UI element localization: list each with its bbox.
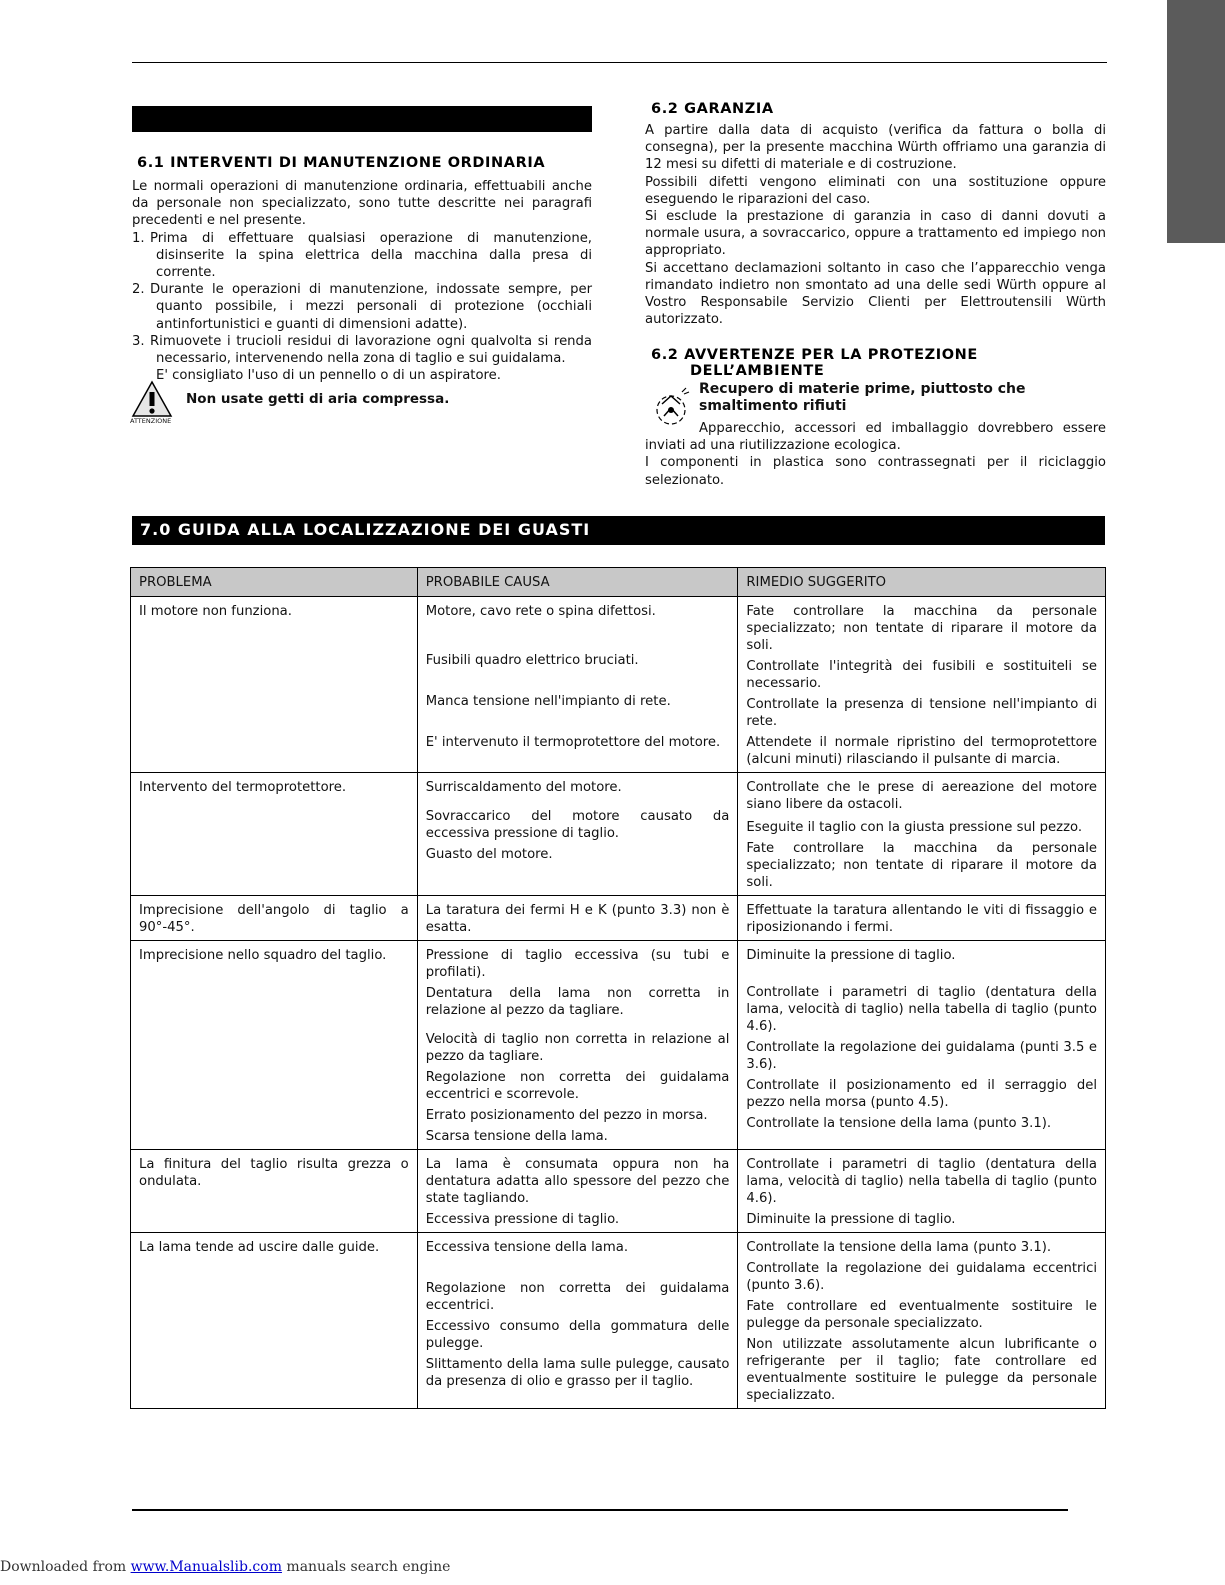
remedy-item: Fate controllare la macchina da personale specializzato; non tentate di riparare il motore da soli. [746, 604, 1097, 653]
cause-item: Errato posizionamento del pezzo in morsa. [425, 1108, 708, 1123]
remedy-cell [738, 1233, 1106, 1409]
section-62b-title-line2: DELL’AMBIENTE [690, 363, 825, 379]
cause-item: Scarsa tensione della lama. [425, 1129, 608, 1144]
problem-text: Il motore non funziona. [139, 604, 292, 619]
column-header-cause: PROBABILE CAUSA [417, 568, 738, 597]
remedy-item: Controllate la tensione della lama (punto 3.1). [746, 1240, 1052, 1255]
side-tab [1167, 0, 1225, 243]
section-62-body [645, 122, 1106, 328]
section-62b-body [645, 420, 1106, 489]
remedy-item: Non utilizzate assolutamente alcun lubrificante o refrigerante per il taglio; fate controllare ed eventualmente sostituire le pulegge da personale specializzato. [746, 1337, 1097, 1403]
problem-cell [131, 1150, 418, 1233]
remedy-cell [738, 1150, 1106, 1233]
cause-cell [417, 941, 738, 1150]
remedy-cell [738, 896, 1106, 941]
cause-item: Velocità di taglio non corretta in relazione al pezzo da tagliare. [425, 1032, 730, 1064]
problem-cell [131, 773, 418, 896]
cause-item: Manca tensione nell'impianto di rete. [425, 694, 671, 709]
warranty-paragraph: Si accettano declamazioni soltanto in caso che l’apparecchio venga rimandato indietro non smontato ad una delle sedi Würth oppure al Vostro Responsabile Servizio Clienti per Elettroutensili Würth autorizzato. [645, 260, 1106, 328]
remedy-item: Fate controllare la macchina da personale specializzato; non tentate di riparare il motore da soli. [746, 841, 1097, 890]
remedy-item: Controllate i parametri di taglio (dentatura della lama, velocità di taglio) nella tabella di taglio (punto 4.6). [746, 1157, 1097, 1206]
remedy-item: Controllate che le prese di aereazione del motore siano libere da ostacoli. [746, 780, 1097, 812]
problem-text: Imprecisione nello squadro del taglio. [139, 948, 387, 963]
cause-item: Regolazione non corretta dei guidalama eccentrici e scorrevole. [425, 1070, 730, 1102]
table-row [131, 896, 1106, 941]
remedy-item: Diminuite la pressione di taglio. [746, 948, 956, 963]
footer-prefix: Downloaded from [0, 1559, 131, 1575]
cause-item: La taratura dei fermi H e K (punto 3.3) non è esatta. [425, 903, 730, 935]
maintenance-list [132, 230, 592, 368]
cause-item: Sovraccarico del motore causato da eccessiva pressione di taglio. [425, 809, 730, 841]
problem-text: Imprecisione dell'angolo di taglio a 90°-45°. [139, 903, 409, 935]
cause-item: Motore, cavo rete o spina difettosi. [425, 604, 656, 619]
cause-item: Slittamento della lama sulle pulegge, causato da presenza di olio e grasso per il taglio. [425, 1357, 730, 1389]
section-61-note: E' consigliato l'uso di un pennello o di un aspiratore. [156, 368, 501, 384]
remedy-item: Attendete il normale ripristino del termoprotettore (alcuni minuti) rilasciando il pulsante di marcia. [746, 735, 1097, 767]
column-header-remedy: RIMEDIO SUGGERITO [738, 568, 1106, 597]
problem-cell [131, 1233, 418, 1409]
troubleshooting-table [130, 567, 1106, 1409]
cause-item: Pressione di taglio eccessiva (su tubi e profilati). [425, 948, 730, 980]
warranty-paragraph: Si esclude la prestazione di garanzia in caso di danni dovuti a normale usura, a sovraccarico, oppure a trattamento ed impiego non appropriato. [645, 209, 1106, 259]
cause-cell [417, 597, 738, 773]
remedy-cell [738, 773, 1106, 896]
problem-cell [131, 941, 418, 1150]
remedy-item: Controllate il posizionamento ed il serraggio del pezzo nella morsa (punto 4.5). [746, 1078, 1097, 1110]
table-row [131, 941, 1106, 1150]
remedy-item: Controllate la regolazione dei guidalama eccentrici (punto 3.6). [746, 1261, 1097, 1293]
remedy-item: Fate controllare ed eventualmente sostituire le pulegge da personale specializzato. [746, 1299, 1097, 1331]
section-62-title: 6.2 GARANZIA [651, 101, 774, 117]
table-body [131, 597, 1106, 1409]
column-header-problem: PROBLEMA [131, 568, 418, 597]
section-70-bar [132, 516, 1105, 545]
footer-suffix: manuals search engine [281, 1559, 451, 1575]
cause-item: Regolazione non corretta dei guidalama eccentrici. [425, 1281, 730, 1313]
section-70-title: 7.0 GUIDA ALLA LOCALIZZAZIONE DEI GUASTI [140, 520, 591, 539]
manualslib-link[interactable]: www.Manualslib.com [130, 1559, 282, 1575]
remedy-item: Controllate la regolazione dei guidalama (punti 3.5 e 3.6). [746, 1040, 1097, 1072]
cause-item: Surriscaldamento del motore. [425, 780, 622, 795]
list-item: 2. Durante le operazioni di manutenzione, indossate sempre, per quanto possibile, i mezzi personali di protezione (occhiali antinfortunistici e guanti di dimensioni adatte). [132, 282, 592, 332]
section-62b-subtitle: Recupero di materie prime, piuttosto che smaltimento rifiuti [699, 381, 1026, 414]
table-row [131, 773, 1106, 896]
cause-item: Dentatura della lama non corretta in relazione al pezzo da tagliare. [425, 986, 730, 1018]
eco-paragraph: Apparecchio, accessori ed imballaggio dovrebbero essere inviati ad una riutilizzazione ecologica. [645, 421, 1106, 454]
section-62b-title-line1: 6.2 AVVERTENZE PER LA PROTEZIONE [651, 347, 978, 363]
cause-cell [417, 896, 738, 941]
remedy-cell [738, 597, 1106, 773]
cause-item: Eccessiva tensione della lama. [425, 1240, 629, 1255]
remedy-item: Effettuate la taratura allentando le viti di fissaggio e riposizionando i fermi. [746, 903, 1097, 935]
cause-item: E' intervenuto il termoprotettore del motore. [425, 735, 721, 750]
list-item: 1. Prima di effettuare qualsiasi operazione di manutenzione, disinserite la spina elettrica della macchina dalla presa di corrente. [132, 230, 592, 281]
cause-item: Eccessivo consumo della gommatura delle pulegge. [425, 1319, 730, 1351]
remedy-item: Controllate la tensione della lama (punto 3.1). [746, 1116, 1052, 1131]
problem-cell [131, 896, 418, 941]
section-header-bar [132, 106, 592, 132]
table-row [131, 1150, 1106, 1233]
warning-caption: ATTENZIONE [130, 417, 172, 425]
cause-cell [417, 773, 738, 896]
remedy-item: Diminuite la pressione di taglio. [746, 1212, 956, 1227]
cause-item: Eccessiva pressione di taglio. [425, 1212, 620, 1227]
table-row [131, 1233, 1106, 1409]
section-61-body [132, 178, 592, 384]
remedy-cell [738, 941, 1106, 1150]
remedy-item: Controllate l'integrità dei fusibili e sostituiteli se necessario. [746, 659, 1097, 691]
problem-text: La lama tende ad uscire dalle guide. [139, 1240, 380, 1255]
bottom-rule [132, 1509, 1068, 1511]
cause-item: La lama è consumata oppura non ha dentatura adatta allo spessore del pezzo che state tagliando. [425, 1157, 730, 1206]
warning-text: Non usate getti di aria compressa. [186, 391, 450, 407]
cause-item: Guasto del motore. [425, 847, 553, 862]
top-rule [132, 62, 1107, 63]
warning-icon [130, 380, 174, 428]
table-header-row [131, 568, 1106, 597]
problem-text: Intervento del termoprotettore. [139, 780, 347, 795]
problem-cell [131, 597, 418, 773]
cause-cell [417, 1233, 738, 1409]
table-row [131, 597, 1106, 773]
cause-cell [417, 1150, 738, 1233]
remedy-item: Controllate i parametri di taglio (dentatura della lama, velocità di taglio) nella tabella di taglio (punto 4.6). [746, 985, 1097, 1034]
cause-item: Fusibili quadro elettrico bruciati. [425, 653, 639, 668]
download-footer [0, 1559, 450, 1575]
remedy-item: Eseguite il taglio con la giusta pressione sul pezzo. [746, 820, 1083, 835]
warranty-paragraph: Possibili difetti vengono eliminati con una sostituzione oppure eseguendo le riparazioni del caso. [645, 174, 1106, 207]
list-item: 3. Rimuovete i trucioli residui di lavorazione ogni qualvolta si renda necessario, intervenendo nella zona di taglio e sui guidalama. [132, 333, 592, 367]
section-61-title: 6.1 INTERVENTI DI MANUTENZIONE ORDINARIA [137, 155, 546, 171]
eco-paragraph: I componenti in plastica sono contrassegnati per il riciclaggio selezionato. [645, 455, 1106, 488]
remedy-item: Controllate la presenza di tensione nell'impianto di rete. [746, 697, 1097, 729]
section-61-intro: Le normali operazioni di manutenzione ordinaria, effettuabili anche da personale non specializzato, sono tutte descritte nei paragrafi precedenti e nel presente. [132, 179, 592, 229]
warranty-paragraph: A partire dalla data di acquisto (verifica da fattura o bolla di consegna), per la presente macchina Würth offriamo una garanzia di 12 mesi su difetti di materiale e di costruzione. [645, 123, 1106, 173]
problem-text: La finitura del taglio risulta grezza o ondulata. [139, 1157, 409, 1189]
